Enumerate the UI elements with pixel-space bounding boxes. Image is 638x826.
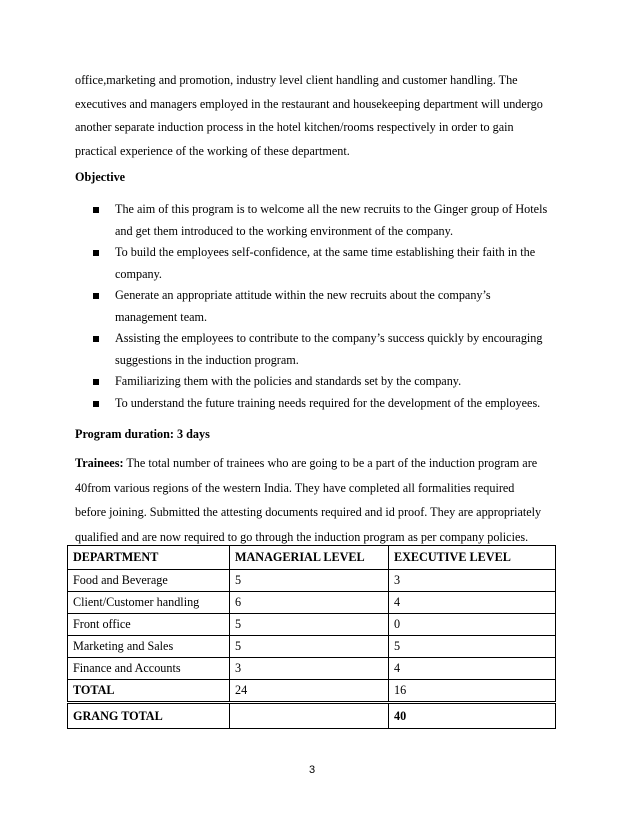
square-bullet-icon [93,401,99,407]
table-row [68,658,556,680]
program-duration-heading: Program duration: 3 days [75,427,210,441]
table-cell: 4 [389,658,556,680]
list-item-line: management team. [115,309,208,324]
table-cell: 3 [230,658,389,680]
list-item-line: Assisting the employees to contribute to the company’s success quickly by encouraging [115,331,543,345]
table-cell: 5 [389,636,556,658]
department-table [67,545,556,729]
table-cell: 3 [389,570,556,592]
grand-total-value: 40 [389,703,556,729]
table-cell: 5 [230,636,389,658]
total-row [68,680,556,703]
total-managerial: 24 [230,680,389,703]
table-cell: Client/Customer handling [68,592,230,614]
square-bullet-icon [93,293,99,299]
table-cell: Front office [68,614,230,636]
column-header-department: DEPARTMENT [68,546,230,570]
square-bullet-icon [93,250,99,256]
list-item [93,242,561,285]
list-item-line: The aim of this program is to welcome all the new recruits to the Ginger group of Hotels [115,202,548,216]
table-cell: 5 [230,570,389,592]
table-row [68,570,556,592]
column-header-managerial: MANAGERIAL LEVEL [230,546,389,570]
table-cell: 4 [389,592,556,614]
trainees-paragraph [75,451,565,549]
list-item-line: Familiarizing them with the policies and standards set by the company. [115,374,462,388]
objective-heading: Objective [75,170,126,184]
total-label: TOTAL [68,680,230,703]
trainees-label: Trainees: [75,456,124,470]
table-cell: Marketing and Sales [68,636,230,658]
square-bullet-icon [93,336,99,342]
list-item [93,199,561,242]
grand-total-managerial [230,703,389,729]
list-item-line: and get them introduced to the working environment of the company. [115,223,453,238]
list-item-line: To build the employees self-confidence, at the same time establishing their faith in the [115,245,536,259]
table-cell: Finance and Accounts [68,658,230,680]
intro-line: executives and managers employed in the restaurant and housekeeping department will undergo [75,96,543,111]
table-row [68,636,556,658]
objective-list [93,199,561,414]
total-executive: 16 [389,680,556,703]
list-item-line: company. [115,266,162,281]
grand-total-row [68,703,556,729]
trainees-line: qualified and are now required to go through the induction program as per company policies. [75,529,529,544]
intro-line: office,marketing and promotion, industry level client handling and customer handling. The [75,73,518,87]
trainees-line: 40from various regions of the western India. They have completed all formalities required [75,480,515,495]
trainees-line: before joining. Submitted the attesting documents required and id proof. They are appropriately [75,505,542,519]
column-header-executive: EXECUTIVE LEVEL [389,546,556,570]
grand-total-label: GRANG TOTAL [68,703,230,729]
table-cell: Food and Beverage [68,570,230,592]
trainees-line: The total number of trainees who are going to be a part of the induction program are [123,456,538,470]
intro-line: another separate induction process in the hotel kitchen/rooms respectively in order to gain [75,120,514,134]
square-bullet-icon [93,207,99,213]
intro-line: practical experience of the working of these department. [75,143,350,158]
intro-paragraph [75,69,565,163]
table-row [68,592,556,614]
page-number: 3 [309,764,316,776]
table-row [68,614,556,636]
list-item-line: To understand the future training needs required for the development of the employees. [115,395,541,410]
table-cell: 5 [230,614,389,636]
square-bullet-icon [93,379,99,385]
list-item [93,371,561,393]
list-item [93,285,561,328]
list-item-line: Generate an appropriate attitude within the new recruits about the company’s [115,288,491,302]
table-cell: 0 [389,614,556,636]
table-header-row [68,546,556,570]
list-item [93,393,561,415]
list-item-line: suggestions in the induction program. [115,352,299,367]
table-cell: 6 [230,592,389,614]
list-item [93,328,561,371]
